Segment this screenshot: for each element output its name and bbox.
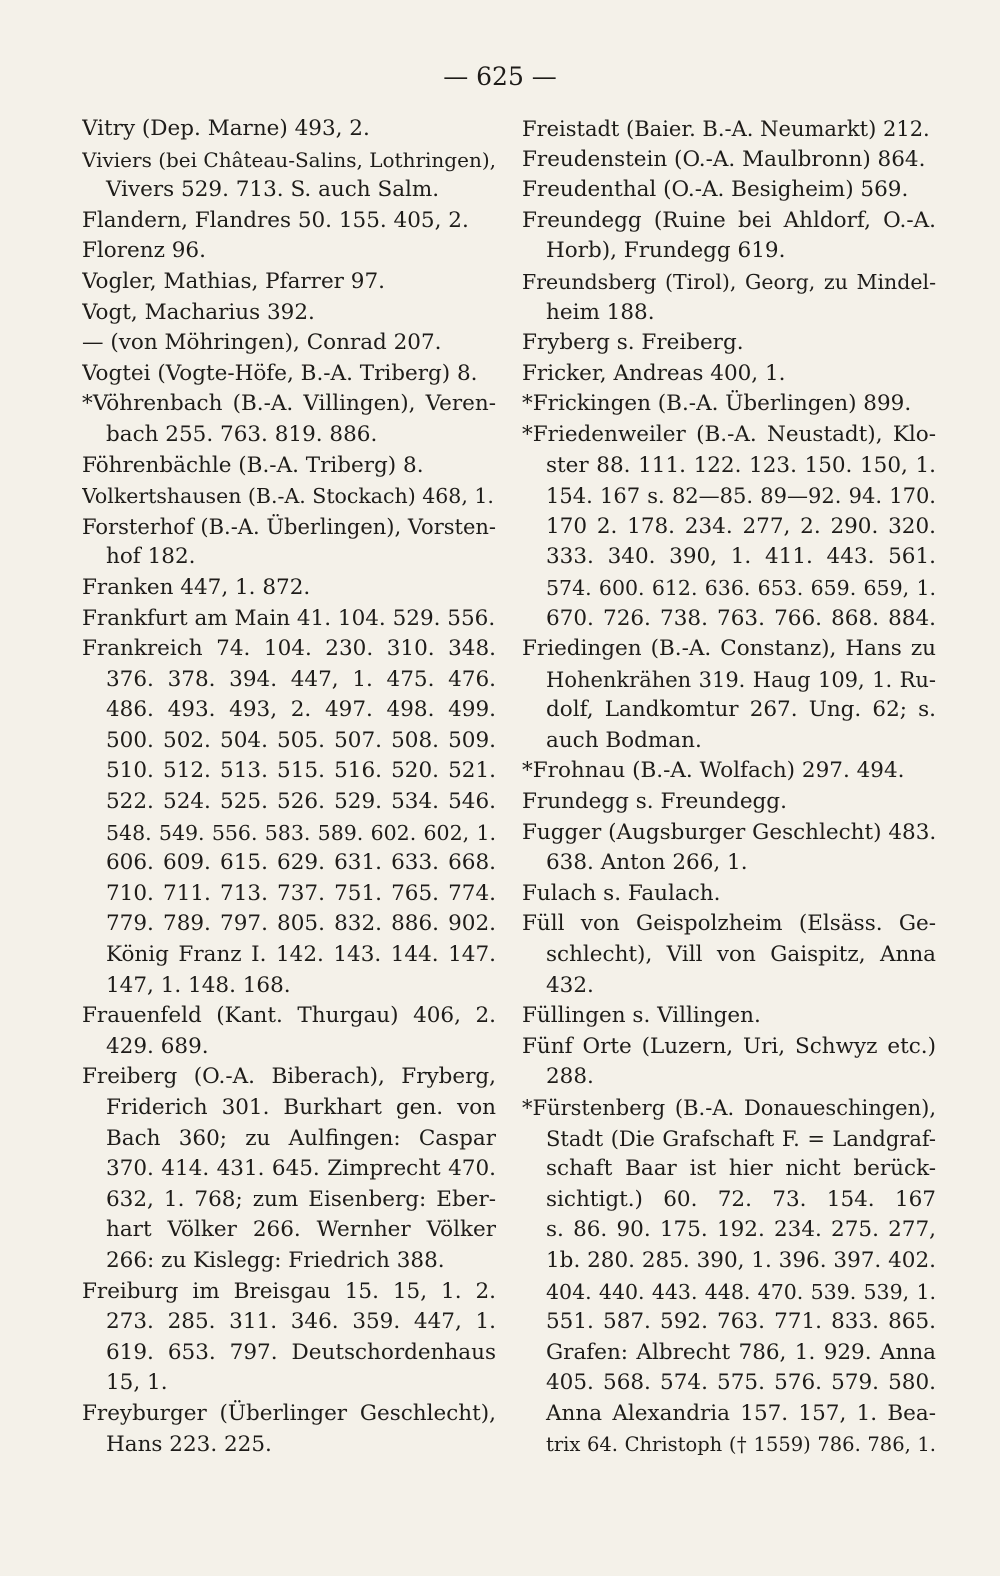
index-line: Freiburg im Breisgau 15. 15, 1. 2.: [82, 1278, 496, 1304]
index-line: bach 255. 763. 819. 886.: [106, 421, 378, 447]
index-line: 670. 726. 738. 763. 766. 868. 884.: [546, 605, 936, 631]
index-line: Freundegg (Ruine bei Ahldorf, O.-A.: [522, 207, 936, 233]
index-line: 376. 378. 394. 447, 1. 475. 476.: [106, 666, 496, 692]
index-line: Flandern, Flandres 50. 155. 405, 2.: [82, 207, 469, 233]
index-line: Fugger (Augsburger Geschlecht) 483.: [522, 819, 936, 845]
index-line: 500. 502. 504. 505. 507. 508. 509.: [106, 727, 496, 753]
index-line: sichtigt.) 60. 72. 73. 154. 167: [546, 1186, 936, 1212]
index-line: Fünf Orte (Luzern, Uri, Schwyz etc.): [522, 1033, 936, 1059]
index-line: s. 86. 90. 175. 192. 234. 275. 277,: [546, 1217, 936, 1243]
index-line: Freyburger (Überlinger Geschlecht),: [82, 1400, 496, 1426]
index-line: 632, 1. 768; zum Eisenberg: Eber-: [106, 1186, 496, 1212]
index-line: auch Bodman.: [546, 727, 702, 753]
index-line: Florenz 96.: [82, 238, 206, 264]
index-line: 548. 549. 556. 583. 589. 602. 602, 1.: [106, 820, 496, 845]
index-line: *Friedenweiler (B.-A. Neustadt), Klo-: [522, 421, 936, 447]
index-line: 1b. 280. 285. 390, 1. 396. 397. 402.: [546, 1247, 936, 1273]
index-line: Freiberg (O.-A. Biberach), Fryberg,: [82, 1064, 496, 1090]
index-line: Vogtei (Vogte-Höfe, B.-A. Triberg) 8.: [82, 360, 478, 386]
index-line: Füllingen s. Villingen.: [522, 1003, 761, 1029]
index-line: Frankfurt am Main 41. 104. 529. 556.: [82, 605, 496, 631]
index-line: *Frohnau (B.-A. Wolfach) 297. 494.: [522, 758, 905, 784]
index-line: Frundegg s. Freundegg.: [522, 789, 787, 815]
index-line: 266: zu Kislegg: Friedrich 388.: [106, 1247, 445, 1273]
index-line: Frankreich 74. 104. 230. 310. 348.: [82, 636, 496, 662]
index-line: 574. 600. 612. 636. 653. 659. 659, 1.: [546, 575, 936, 600]
index-line: heim 188.: [546, 299, 655, 325]
index-line: Grafen: Albrecht 786, 1. 929. Anna: [546, 1339, 936, 1365]
index-line: König Franz I. 142. 143. 144. 147.: [106, 942, 496, 968]
index-line: Bach 360; zu Aulfingen: Caspar: [106, 1125, 496, 1151]
index-line: Horb), Frundegg 619.: [546, 238, 786, 264]
index-line: Freudenstein (O.-A. Maulbronn) 864.: [522, 146, 926, 172]
index-line: Fulach s. Faulach.: [522, 880, 721, 906]
index-line: Forsterhof (B.-A. Überlingen), Vorsten-: [82, 514, 496, 539]
index-column-right: [522, 114, 936, 1460]
index-line: 779. 789. 797. 805. 832. 886. 902.: [106, 911, 496, 937]
index-line: hart Völker 266. Wernher Völker: [106, 1217, 496, 1243]
index-line: 429. 689.: [106, 1033, 209, 1059]
index-line: 333. 340. 390, 1. 411. 443. 561.: [546, 544, 936, 570]
index-line: 273. 285. 311. 346. 359. 447, 1.: [106, 1309, 496, 1335]
index-line: — (von Möhringen), Conrad 207.: [82, 330, 442, 356]
index-line: 288.: [546, 1064, 594, 1090]
index-line: 486. 493. 493, 2. 497. 498. 499.: [106, 697, 496, 723]
index-line: dolf, Landkomtur 267. Ung. 62; s.: [546, 697, 936, 723]
index-line: 638. Anton 266, 1.: [546, 850, 748, 876]
index-line: Anna Alexandria 157. 157, 1. Bea-: [546, 1400, 936, 1426]
index-line: schlecht), Vill von Gaispitz, Anna: [546, 942, 936, 968]
page-number: — 625 —: [443, 62, 557, 91]
index-line: 170 2. 178. 234. 277, 2. 290. 320.: [546, 513, 936, 539]
index-line: 154. 167 s. 82—85. 89—92. 94. 170.: [546, 484, 936, 509]
index-line: 405. 568. 574. 575. 576. 579. 580.: [546, 1370, 936, 1396]
index-line: Friderich 301. Burkhart gen. von: [106, 1095, 496, 1120]
index-line: Friedingen (B.-A. Constanz), Hans zu: [522, 636, 936, 662]
index-line: Freudenthal (O.-A. Besigheim) 569.: [522, 177, 909, 203]
index-line: 432.: [546, 972, 594, 998]
index-line: Viviers (bei Château-Salins, Lothringen),: [82, 147, 496, 172]
index-line: Vogler, Mathias, Pfarrer 97.: [82, 268, 385, 294]
index-line: schaft Baar ist hier nicht berück-: [546, 1156, 936, 1182]
index-line: 522. 524. 525. 526. 529. 534. 546.: [106, 789, 496, 815]
index-line: 510. 512. 513. 515. 516. 520. 521.: [106, 758, 496, 784]
index-line: Föhrenbächle (B.-A. Triberg) 8.: [82, 452, 424, 478]
index-column-left: [82, 114, 496, 1460]
index-line: Fricker, Andreas 400, 1.: [522, 360, 786, 386]
index-line: *Fürstenberg (B.-A. Donaueschingen),: [522, 1096, 936, 1120]
index-line: Freistadt (Baier. B.-A. Neumarkt) 212.: [522, 117, 930, 141]
index-line: 606. 609. 615. 629. 631. 633. 668.: [106, 850, 496, 876]
index-line: *Vöhrenbach (B.-A. Villingen), Veren-: [82, 391, 496, 417]
index-line: 15, 1.: [106, 1370, 168, 1396]
index-line: Hohenkrähen 319. Haug 109, 1. Ru-: [546, 667, 936, 692]
index-line: 551. 587. 592. 763. 771. 833. 865.: [546, 1309, 936, 1335]
index-line: Stadt (Die Grafschaft F. = Landgraf-: [546, 1126, 936, 1151]
index-line: Vivers 529. 713. S. auch Salm.: [106, 177, 440, 203]
index-line: Volkertshausen (B.-A. Stockach) 468, 1.: [82, 484, 494, 509]
index-line: trix 64. Christoph († 1559) 786. 786, 1.: [546, 1432, 936, 1456]
index-line: Füll von Geispolzheim (Elsäss. Ge-: [522, 911, 936, 937]
index-line: Freundsberg (Tirol), Georg, zu Mindel-: [522, 269, 936, 294]
index-line: 147, 1. 148. 168.: [106, 972, 291, 998]
index-line: Vogt, Macharius 392.: [82, 299, 315, 325]
index-line: 370. 414. 431. 645. Zimprecht 470.: [106, 1156, 496, 1182]
index-line: Vitry (Dep. Marne) 493, 2.: [82, 116, 370, 141]
index-line: *Frickingen (B.-A. Überlingen) 899.: [522, 391, 912, 417]
index-line: Frauenfeld (Kant. Thurgau) 406, 2.: [82, 1003, 496, 1029]
index-line: Franken 447, 1. 872.: [82, 574, 311, 600]
index-line: ster 88. 111. 122. 123. 150. 150, 1.: [546, 452, 936, 478]
index-line: Fryberg s. Freiberg.: [522, 330, 744, 356]
index-line: hof 182.: [106, 544, 196, 570]
index-line: Hans 223. 225.: [106, 1431, 272, 1457]
index-line: 710. 711. 713. 737. 751. 765. 774.: [106, 880, 496, 906]
index-line: 619. 653. 797. Deutschordenhaus: [106, 1339, 496, 1365]
index-line: 404. 440. 443. 448. 470. 539. 539, 1.: [546, 1279, 936, 1304]
